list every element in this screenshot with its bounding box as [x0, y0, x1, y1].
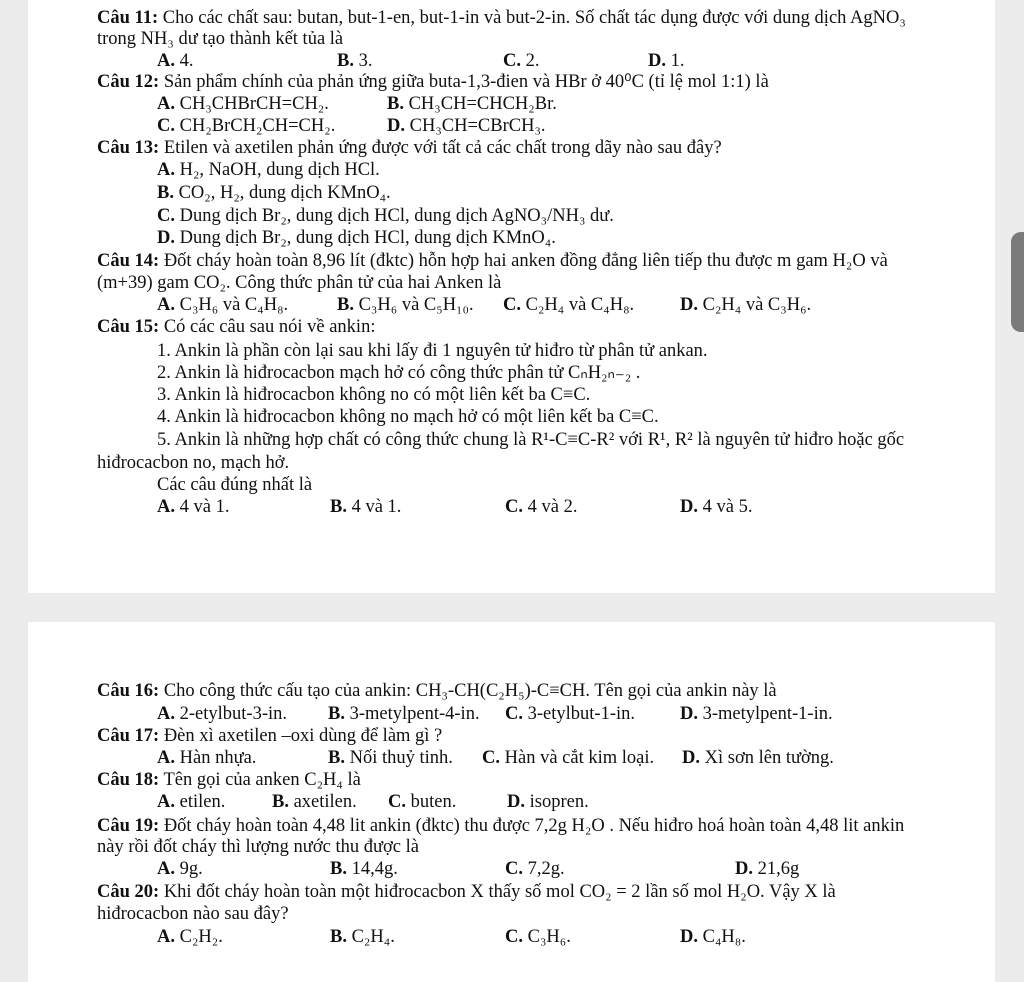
option-text: 4 và 2.	[523, 497, 578, 517]
question-text: Tên gọi của anken C₂H₄ là	[159, 770, 361, 790]
question-label: Câu 16:	[97, 681, 160, 701]
document-page-1	[28, 0, 995, 593]
option-letter: D.	[680, 497, 698, 517]
option-letter: C.	[157, 206, 175, 226]
option-letter: D.	[387, 116, 405, 136]
option-letter: B.	[272, 792, 289, 812]
option-text: Hàn nhựa.	[175, 748, 257, 768]
answer-option[interactable]	[157, 496, 229, 518]
option-letter: B.	[330, 859, 347, 879]
option-letter: B.	[330, 927, 347, 947]
question-text: Cho các chất sau: butan, but-1-en, but-1-in và but-2-in. Số chất tác dụng được với dung dịch AgNO₃	[158, 8, 906, 28]
question-stem-continued	[97, 272, 501, 294]
question-stem-continued	[157, 474, 312, 496]
answer-option[interactable]	[648, 50, 685, 72]
scrollbar-thumb[interactable]	[1011, 232, 1024, 332]
option-text: etilen.	[175, 792, 226, 812]
option-text: 3-metylpent-1-in.	[698, 704, 833, 724]
question-text: Các câu đúng nhất là	[157, 475, 313, 495]
question-stem-continued	[157, 406, 659, 428]
answer-option[interactable]	[680, 703, 833, 725]
question-stem-continued	[97, 452, 289, 474]
question-label: Câu 19:	[97, 816, 160, 836]
option-text: 4 và 1.	[175, 497, 230, 517]
option-text: 1.	[666, 51, 685, 71]
answer-option[interactable]	[157, 227, 556, 249]
option-letter: D.	[680, 927, 698, 947]
option-letter: A.	[157, 704, 175, 724]
question-text: Sản phẩm chính của phản ứng giữa buta-1,3-đien và HBr ở 40⁰C (tỉ lệ mol 1:1) là	[159, 72, 769, 92]
option-letter: C.	[157, 116, 175, 136]
question-text: Etilen và axetilen phản ứng được với tất cả các chất trong dãy nào sau đây?	[159, 138, 722, 158]
option-text: CO₂, H₂, dung dịch KMnO₄.	[173, 183, 391, 203]
option-letter: B.	[337, 51, 354, 71]
option-letter: B.	[328, 748, 345, 768]
option-letter: A.	[157, 748, 175, 768]
option-letter: D.	[682, 748, 700, 768]
answer-option[interactable]	[507, 791, 589, 813]
question-stem	[97, 680, 777, 702]
option-text: isopren.	[525, 792, 589, 812]
answer-option[interactable]	[505, 496, 577, 518]
question-stem	[97, 815, 904, 837]
question-label: Câu 14:	[97, 251, 160, 271]
question-text: này rồi đốt cháy thì lượng nước thu được là	[97, 837, 419, 857]
question-label: Câu 17:	[97, 726, 160, 746]
option-text: C₂H₄.	[346, 927, 395, 947]
document-page-2	[28, 622, 995, 982]
question-stem	[97, 250, 888, 272]
option-letter: A.	[157, 295, 175, 315]
option-text: 4 và 5.	[698, 497, 753, 517]
option-text: Nối thuỷ tinh.	[344, 748, 453, 768]
question-stem	[97, 316, 375, 338]
option-letter: B.	[387, 94, 404, 114]
answer-option[interactable]	[505, 858, 565, 880]
answer-option[interactable]	[682, 747, 834, 769]
answer-option[interactable]	[735, 858, 799, 880]
answer-option[interactable]	[157, 205, 614, 227]
option-letter: D.	[157, 228, 175, 248]
question-label: Câu 20:	[97, 882, 160, 902]
option-text: 3.	[353, 51, 373, 71]
option-letter: D.	[680, 704, 698, 724]
option-letter: C.	[505, 704, 523, 724]
option-letter: C.	[482, 748, 500, 768]
answer-option[interactable]	[328, 703, 480, 725]
option-letter: A.	[157, 792, 175, 812]
answer-option[interactable]	[157, 703, 287, 725]
answer-option[interactable]	[330, 858, 398, 880]
option-letter: A.	[157, 160, 175, 180]
question-text: 1. Ankin là phần còn lại sau khi lấy đi 1 nguyên tử hiđro từ phân tử ankan.	[157, 341, 708, 361]
question-stem-continued	[97, 28, 343, 50]
option-text: C₂H₂.	[175, 927, 223, 947]
option-letter: A.	[157, 51, 175, 71]
question-text: 2. Ankin là hiđrocacbon mạch hở có công thức phân tử CₙH₂ₙ₋₂ .	[157, 363, 641, 383]
option-text: buten.	[406, 792, 457, 812]
question-stem-continued	[157, 429, 904, 451]
question-text: hiđrocacbon no, mạch hở.	[97, 453, 290, 473]
option-text: Xì sơn lên tường.	[700, 748, 834, 768]
question-stem	[97, 769, 361, 791]
question-text: Đốt cháy hoàn toàn 4,48 lit ankin (đktc) thu được 7,2g H₂O . Nếu hiđro hoá hoàn toàn 4,48 lit ankin	[159, 816, 905, 836]
question-text: hiđrocacbon nào sau đây?	[97, 904, 289, 924]
answer-option[interactable]	[503, 50, 540, 72]
option-text: 4 và 1.	[346, 497, 402, 517]
question-stem	[97, 881, 836, 903]
answer-option[interactable]	[157, 182, 391, 204]
answer-option[interactable]	[388, 791, 456, 813]
answer-option[interactable]	[505, 703, 635, 725]
answer-option[interactable]	[157, 858, 203, 880]
option-letter: B.	[157, 183, 174, 203]
answer-option[interactable]	[157, 93, 329, 115]
option-letter: A.	[157, 94, 175, 114]
answer-option[interactable]	[387, 115, 546, 137]
option-letter: B.	[330, 497, 347, 517]
option-text: axetilen.	[288, 792, 357, 812]
answer-option[interactable]	[157, 50, 194, 72]
question-stem	[97, 7, 906, 29]
question-text: 3. Ankin là hiđrocacbon không no có một liên kết ba C≡C.	[157, 385, 591, 405]
question-stem	[97, 71, 769, 93]
question-stem-continued	[97, 903, 289, 925]
option-text: 2.	[521, 51, 540, 71]
question-text: Đèn xì axetilen –oxi dùng để làm gì ?	[159, 726, 443, 746]
answer-option[interactable]	[337, 50, 372, 72]
option-text: 3-etylbut-1-in.	[523, 704, 636, 724]
question-text: trong NH₃ dư tạo thành kết tủa là	[97, 29, 344, 49]
question-text: Đốt cháy hoàn toàn 8,96 lít (đktc) hỗn hợp hai anken đồng đẳng liên tiếp thu được m gam H₂O và	[159, 251, 888, 271]
answer-option[interactable]	[157, 294, 288, 316]
option-text: C₃H₆.	[523, 927, 571, 947]
option-letter: C.	[388, 792, 406, 812]
option-letter: C.	[503, 51, 521, 71]
option-letter: C.	[505, 497, 523, 517]
option-text: 7,2g.	[523, 859, 565, 879]
option-letter: D.	[735, 859, 753, 879]
option-text: 2-etylbut-3-in.	[175, 704, 288, 724]
option-text: C₂H₄ và C₃H₆.	[698, 295, 812, 315]
question-text: 5. Ankin là những hợp chất có công thức chung là R¹-C≡C-R² với R¹, R² là nguyên tử hiđro hoặc gốc	[157, 430, 905, 450]
question-stem-continued	[157, 340, 708, 362]
option-text: 14,4g.	[346, 859, 398, 879]
answer-option[interactable]	[157, 747, 256, 769]
option-letter: A.	[157, 927, 175, 947]
answer-option[interactable]	[680, 294, 811, 316]
option-letter: B.	[337, 295, 354, 315]
option-text: C₃H₆ và C₅H₁₀.	[353, 295, 474, 315]
option-text: Dung dịch Br₂, dung dịch HCl, dung dịch AgNO₃/NH₃ dư.	[175, 206, 614, 226]
option-text: CH₂BrCH₂CH=CH₂.	[175, 116, 336, 136]
option-letter: D.	[680, 295, 698, 315]
answer-option[interactable]	[337, 294, 474, 316]
option-text: CH₃CH=CBrCH₃.	[405, 116, 546, 136]
option-text: 4.	[175, 51, 194, 71]
option-text: C₃H₆ và C₄H₈.	[175, 295, 289, 315]
question-label: Câu 15:	[97, 317, 160, 337]
question-stem	[97, 137, 722, 159]
option-text: H₂, NaOH, dung dịch HCl.	[175, 160, 380, 180]
option-letter: D.	[648, 51, 666, 71]
question-stem	[97, 725, 442, 747]
option-letter: A.	[157, 859, 175, 879]
option-letter: C.	[505, 859, 523, 879]
question-label: Câu 12:	[97, 72, 160, 92]
answer-option[interactable]	[157, 115, 335, 137]
option-text: CH₃CH=CHCH₂Br.	[403, 94, 557, 114]
question-label: Câu 13:	[97, 138, 160, 158]
question-label: Câu 11:	[97, 8, 159, 28]
option-text: Hàn và cắt kim loại.	[500, 748, 655, 768]
answer-option[interactable]	[328, 747, 453, 769]
question-text: Có các câu sau nói về ankin:	[159, 317, 376, 337]
answer-option[interactable]	[680, 496, 752, 518]
option-text: C₂H₄ và C₄H₈.	[521, 295, 635, 315]
option-text: Dung dịch Br₂, dung dịch HCl, dung dịch KMnO₄.	[175, 228, 556, 248]
question-label: Câu 18:	[97, 770, 160, 790]
answer-option[interactable]	[505, 926, 571, 948]
question-text: Khi đốt cháy hoàn toàn một hiđrocacbon X thấy số mol CO₂ = 2 lần số mol H₂O. Vậy X là	[159, 882, 836, 902]
question-text: 4. Ankin là hiđrocacbon không no mạch hở có một liên kết ba C≡C.	[157, 407, 659, 427]
answer-option[interactable]	[272, 791, 357, 813]
option-text: C₄H₈.	[698, 927, 746, 947]
option-text: CH₃CHBrCH=CH₂.	[175, 94, 329, 114]
question-stem-continued	[157, 384, 590, 406]
option-text: 3-metylpent-4-in.	[344, 704, 480, 724]
answer-option[interactable]	[503, 294, 634, 316]
option-letter: B.	[328, 704, 345, 724]
answer-option[interactable]	[157, 926, 223, 948]
option-letter: C.	[503, 295, 521, 315]
option-text: 21,6g	[753, 859, 800, 879]
option-letter: C.	[505, 927, 523, 947]
answer-option[interactable]	[330, 926, 395, 948]
question-stem-continued	[157, 362, 640, 384]
answer-option[interactable]	[157, 791, 225, 813]
answer-option[interactable]	[157, 159, 380, 181]
question-text: Cho công thức cấu tạo của ankin: CH₃-CH(C₂H₅)-C≡CH. Tên gọi của ankin này là	[159, 681, 777, 701]
option-letter: A.	[157, 497, 175, 517]
option-text: 9g.	[175, 859, 203, 879]
answer-option[interactable]	[330, 496, 401, 518]
question-stem-continued	[97, 836, 419, 858]
option-letter: D.	[507, 792, 525, 812]
question-text: (m+39) gam CO₂. Công thức phân tử của hai Anken là	[97, 273, 502, 293]
answer-option[interactable]	[387, 93, 557, 115]
answer-option[interactable]	[680, 926, 746, 948]
answer-option[interactable]	[482, 747, 654, 769]
